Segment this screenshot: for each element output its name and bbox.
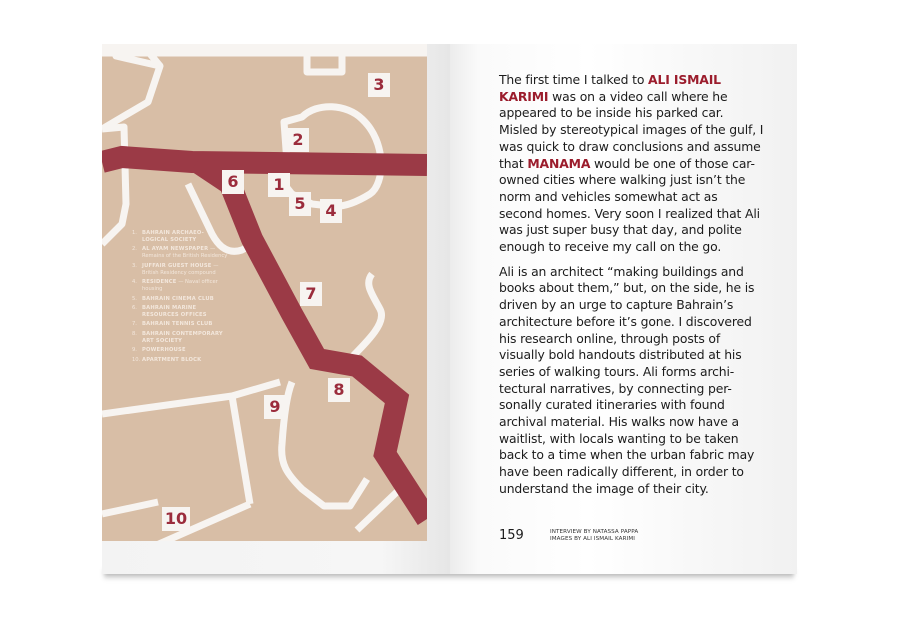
road-topleft-b xyxy=(102,127,126,244)
map-marker-6: 6 xyxy=(222,170,244,194)
legend-item xyxy=(132,357,292,364)
page-number: 159 xyxy=(499,528,524,543)
credit-interview: INTERVIEW BY NATASSA PAPPA xyxy=(550,529,639,535)
legend-number: 7. xyxy=(132,321,137,328)
highlight-city: MANAMA xyxy=(527,155,591,171)
credit-images: IMAGES BY ALI ISMAIL KARIMI xyxy=(550,535,636,542)
legend-title: AL AYAM NEWSPAPER xyxy=(142,246,209,253)
legend-title: APARTMENT BLOCK xyxy=(142,356,202,363)
legend-item xyxy=(132,279,292,293)
map-marker-5: 5 xyxy=(289,192,311,216)
road-bottom-right xyxy=(357,489,400,530)
paragraph-2: Ali is an architect “making buildings and books about them,” but, on the side, he is driven by an urge to capture Bahrain’s architecture before it’s gone. I discovered his research online, through posts of visually bold handouts distributed at his series of walking tours. Ali forms archi-tectural narratives, by connecting per-sonally curated itineraries with found archival material. His walks now have a waitlist, with locals wanting to be taken back to a time when the urban fabric may have been radically different, in order to understand the image of their city. xyxy=(499,263,755,496)
legend-item xyxy=(132,331,292,345)
legend-number: 6. xyxy=(132,304,137,311)
map-legend xyxy=(132,230,292,366)
legend-item xyxy=(132,246,292,260)
legend-item xyxy=(132,230,292,244)
legend-number: 2. xyxy=(132,246,137,253)
map-marker-8: 8 xyxy=(328,378,350,402)
road-lower-loop xyxy=(282,382,367,506)
right-page xyxy=(450,44,797,574)
legend-title: POWERHOUSE xyxy=(142,347,186,354)
credits xyxy=(550,529,638,543)
road-right-curve xyxy=(347,274,382,362)
legend-title: JUFFAIR GUEST HOUSE xyxy=(142,262,212,269)
legend-number: 8. xyxy=(132,330,137,337)
road-horizontal xyxy=(102,382,280,414)
legend-number: 5. xyxy=(132,295,137,302)
text-run: was on a video call where he appeared to be inside his parked car. Misled by stereotypical images of the gulf, I was quick to draw conclusions and assume that xyxy=(499,88,764,171)
map-marker-2: 2 xyxy=(287,128,309,152)
legend-title: BAHRAIN MARINE RESOURCES OFFICES xyxy=(142,304,207,318)
legend-number: 10. xyxy=(132,356,141,363)
text-run: The first time I talked to xyxy=(499,72,649,87)
map-marker-4: 4 xyxy=(320,199,342,223)
legend-description: — Naval officer housing xyxy=(142,279,218,293)
map-marker-9: 9 xyxy=(264,395,286,419)
legend-title: BAHRAIN ARCHAEO-LOGICAL SOCIETY xyxy=(142,230,204,243)
legend-item xyxy=(132,321,292,328)
map-marker-10: 10 xyxy=(162,507,190,531)
map-marker-1: 1 xyxy=(268,173,290,197)
legend-number: 3. xyxy=(132,262,137,269)
paragraph-1 xyxy=(499,72,764,256)
legend-title: BAHRAIN CONTEMPORARY ART SOCIETY xyxy=(142,330,223,344)
legend-number: 1. xyxy=(132,230,137,236)
legend-number: 4. xyxy=(132,279,137,286)
legend-title: BAHRAIN TENNIS CLUB xyxy=(142,321,213,328)
walking-tour-map xyxy=(102,44,427,541)
legend-title: BAHRAIN CINEMA CLUB xyxy=(142,295,214,302)
article-body xyxy=(499,72,764,506)
legend-description: — Remains of the British Residency xyxy=(142,246,228,260)
map-marker-3: 3 xyxy=(368,73,390,97)
legend-number: 9. xyxy=(132,347,137,354)
left-page xyxy=(102,44,450,574)
road-short-left xyxy=(102,502,158,514)
legend-item xyxy=(132,347,292,354)
legend-item xyxy=(132,263,292,277)
legend-item xyxy=(132,296,292,303)
highlight-name: ALI ISMAIL KARIMI xyxy=(499,72,721,104)
legend-description: — British Residency compound xyxy=(142,262,219,276)
text-run: would be one of those car-owned cities where walking just isn’t the norm and vehicles somewhat act as second homes. Very soon I realized that Ali was just super busy that day, and polite enough to receive my call on the go. xyxy=(499,155,760,255)
map-marker-7: 7 xyxy=(300,282,322,306)
road-box-right xyxy=(232,396,250,504)
legend-item xyxy=(132,305,292,319)
legend-title: RESIDENCE xyxy=(142,279,177,286)
route-horizontal xyxy=(102,157,427,165)
